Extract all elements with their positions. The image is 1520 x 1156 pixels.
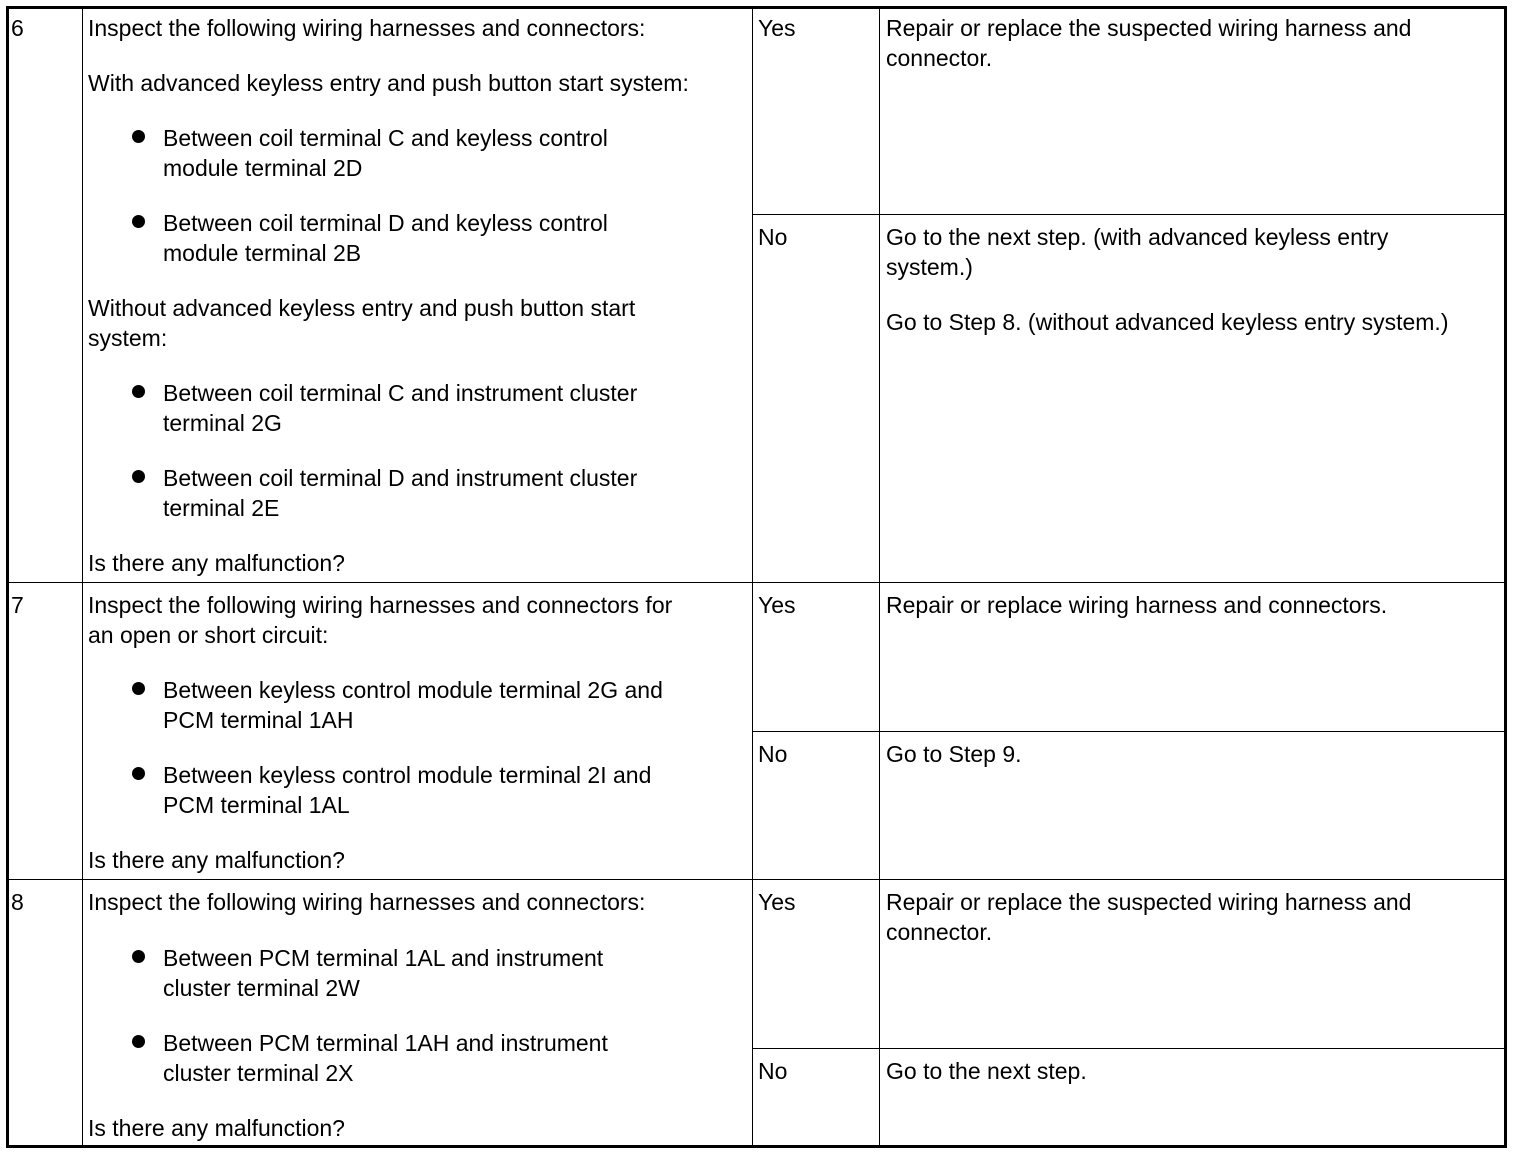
action-item: PCM terminal 1AH [163, 707, 354, 733]
step-number: 6 [11, 15, 24, 41]
column-divider [879, 6, 880, 1148]
bullet-icon [132, 1035, 145, 1048]
yes-no-divider [752, 214, 1507, 215]
action-group-heading: system: [88, 325, 168, 351]
yes-result: connector. [886, 919, 993, 945]
bullet-icon [132, 767, 145, 780]
no-result: Go to Step 8. (without advanced keyless entry system.) [886, 309, 1449, 335]
action-item: Between keyless control module terminal 2G and [163, 677, 663, 703]
action-item: PCM terminal 1AL [163, 792, 350, 818]
yes-label: Yes [758, 15, 796, 41]
yes-no-divider [752, 1048, 1507, 1049]
bullet-icon [132, 385, 145, 398]
bullet-icon [132, 215, 145, 228]
column-divider [752, 6, 753, 1148]
column-divider [82, 6, 83, 1148]
yes-result: Repair or replace the suspected wiring harness and [886, 15, 1412, 41]
action-question: Is there any malfunction? [88, 847, 345, 873]
action-item: terminal 2G [163, 410, 282, 436]
yes-result: Repair or replace the suspected wiring harness and [886, 889, 1412, 915]
row-divider [6, 879, 1507, 880]
no-label: No [758, 224, 788, 250]
yes-result: Repair or replace wiring harness and connectors. [886, 592, 1388, 618]
no-result: Go to Step 9. [886, 741, 1022, 767]
action-intro: Inspect the following wiring harnesses and connectors: [88, 15, 646, 41]
yes-result: connector. [886, 45, 993, 71]
action-item: module terminal 2B [163, 240, 362, 266]
bullet-icon [132, 130, 145, 143]
action-item: cluster terminal 2W [163, 975, 360, 1001]
step-number: 7 [11, 592, 24, 618]
action-intro: an open or short circuit: [88, 622, 329, 648]
action-group-heading: Without advanced keyless entry and push button start [88, 295, 636, 321]
action-item: cluster terminal 2X [163, 1060, 354, 1086]
action-item: module terminal 2D [163, 155, 363, 181]
action-intro: Inspect the following wiring harnesses and connectors: [88, 889, 646, 915]
action-item: Between coil terminal D and instrument cluster [163, 465, 638, 491]
action-item: Between coil terminal D and keyless control [163, 210, 608, 236]
action-item: Between PCM terminal 1AL and instrument [163, 945, 604, 971]
no-label: No [758, 1058, 788, 1084]
action-question: Is there any malfunction? [88, 550, 345, 576]
no-result: Go to the next step. [886, 1058, 1087, 1084]
yes-no-divider [752, 731, 1507, 732]
no-label: No [758, 741, 788, 767]
bullet-icon [132, 470, 145, 483]
action-item: terminal 2E [163, 495, 280, 521]
action-item: Between coil terminal C and keyless control [163, 125, 608, 151]
no-result: system.) [886, 254, 973, 280]
row-divider [6, 582, 1507, 583]
action-item: Between PCM terminal 1AH and instrument [163, 1030, 608, 1056]
bullet-icon [132, 950, 145, 963]
yes-label: Yes [758, 889, 796, 915]
bullet-icon [132, 682, 145, 695]
action-group-heading: With advanced keyless entry and push button start system: [88, 70, 689, 96]
action-item: Between coil terminal C and instrument cluster [163, 380, 638, 406]
yes-label: Yes [758, 592, 796, 618]
step-number: 8 [11, 889, 24, 915]
no-result: Go to the next step. (with advanced keyless entry [886, 224, 1389, 250]
action-item: Between keyless control module terminal 2I and [163, 762, 652, 788]
action-intro: Inspect the following wiring harnesses and connectors for [88, 592, 673, 618]
action-question: Is there any malfunction? [88, 1115, 345, 1141]
